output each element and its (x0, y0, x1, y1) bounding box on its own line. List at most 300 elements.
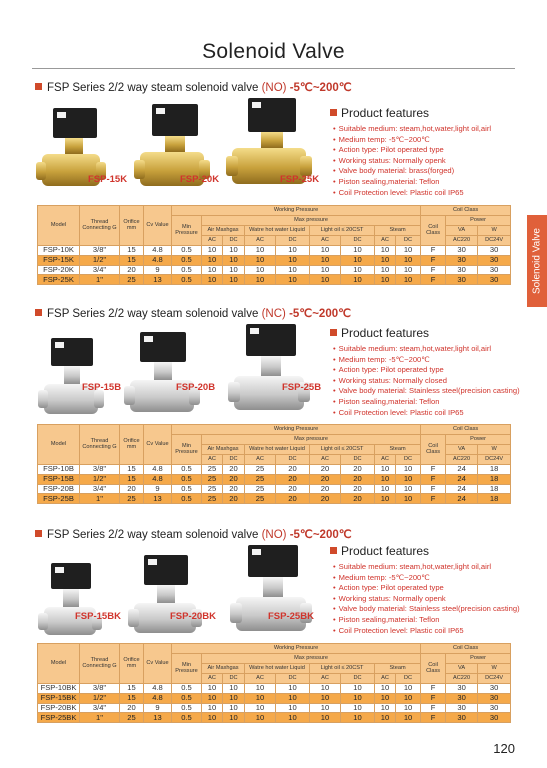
table-cell-air-dc: 20 (223, 474, 245, 484)
table-cell-air-dc: 10 (223, 713, 245, 723)
col-header-light-oil: Light oil ≤ 20CST (310, 664, 375, 674)
photo-label: FSP-15BK (75, 611, 121, 622)
table-cell-water-dc: 10 (276, 684, 310, 694)
col-header-power: Power (446, 435, 511, 445)
table-row (38, 713, 511, 723)
table-cell-w: 30 (478, 265, 511, 275)
section-heading (35, 80, 352, 94)
table-cell-cv: 4.8 (144, 684, 172, 694)
table-cell-min: 0.5 (172, 465, 202, 475)
table-cell-water-dc: 10 (276, 255, 310, 265)
table-cell-w: 18 (478, 465, 511, 475)
col-header-coil-class-group: Coil Class (421, 425, 511, 435)
col-header-ac220: AC220 (446, 674, 478, 684)
col-header-w: W (478, 226, 511, 236)
table-row (38, 275, 511, 285)
features-list (333, 562, 535, 636)
table-cell-min: 0.5 (172, 255, 202, 265)
table-cell-steam-dc: 10 (396, 494, 421, 504)
table-cell-air-ac: 10 (202, 275, 223, 285)
table-cell-cv: 4.8 (144, 255, 172, 265)
table-cell-oil-ac: 10 (310, 265, 341, 275)
photo-label: FSP-25K (280, 174, 320, 185)
feature-item: • Suitable medium: steam,hot,water,light oil,airl (333, 562, 535, 573)
table-cell-oil-ac: 20 (310, 494, 341, 504)
col-header-w: W (478, 445, 511, 455)
table-cell-thread: 3/4" (80, 703, 120, 713)
table-cell-cv: 13 (144, 713, 172, 723)
table-cell-thread: 1" (80, 275, 120, 285)
table-cell-va: 24 (446, 474, 478, 484)
table-cell-water-dc: 10 (276, 693, 310, 703)
bullet-square-icon (330, 329, 337, 336)
table-cell-orifice: 25 (120, 713, 144, 723)
table-cell-cv: 9 (144, 265, 172, 275)
table-cell-model: FSP-25K (38, 275, 80, 285)
table-cell-steam-dc: 10 (396, 465, 421, 475)
table-cell-va: 30 (446, 713, 478, 723)
table-cell-coil: F (421, 494, 446, 504)
col-header-model: Model (38, 644, 80, 684)
table-cell-w: 30 (478, 693, 511, 703)
table-cell-min: 0.5 (172, 474, 202, 484)
feature-item: • Valve body material: Stainless steel(precision casting) (333, 386, 535, 397)
table-cell-w: 18 (478, 494, 511, 504)
table-cell-va: 30 (446, 246, 478, 256)
feature-item: • Valve body material: brass(forged) (333, 166, 535, 177)
table-cell-steam-ac: 10 (375, 474, 396, 484)
col-header-orifice: Orifice mm (120, 206, 144, 246)
table-cell-air-dc: 10 (223, 684, 245, 694)
spec-table (37, 205, 511, 285)
col-header-min-pressure: Min Pressure (172, 654, 202, 684)
table-cell-steam-dc: 10 (396, 703, 421, 713)
table-cell-oil-dc: 10 (341, 684, 375, 694)
table-cell-air-dc: 10 (223, 275, 245, 285)
bullet-square-icon (35, 309, 42, 316)
col-header-ac220: AC220 (446, 455, 478, 465)
table-cell-steam-dc: 10 (396, 484, 421, 494)
table-cell-water-ac: 10 (245, 684, 276, 694)
table-cell-steam-ac: 10 (375, 265, 396, 275)
table-cell-orifice: 15 (120, 465, 144, 475)
table-cell-oil-dc: 10 (341, 265, 375, 275)
table-cell-model: FSP-15BK (38, 693, 80, 703)
photo-label: FSP-20BK (170, 611, 216, 622)
feature-item: • Coil Protection level: Plastic coil IP65 (333, 626, 535, 637)
table-cell-steam-ac: 10 (375, 684, 396, 694)
table-cell-model: FSP-25B (38, 494, 80, 504)
feature-item: • Working status: Normally openk (333, 594, 535, 605)
table-cell-w: 30 (478, 703, 511, 713)
table-cell-orifice: 15 (120, 474, 144, 484)
table-cell-oil-dc: 10 (341, 693, 375, 703)
table-cell-water-dc: 10 (276, 265, 310, 275)
table-cell-model: FSP-20B (38, 484, 80, 494)
col-header-dc: DC (341, 455, 375, 465)
section-heading (35, 527, 352, 541)
col-header-ac: AC (375, 455, 396, 465)
table-cell-cv: 13 (144, 494, 172, 504)
table-cell-steam-dc: 10 (396, 713, 421, 723)
table-cell-steam-dc: 10 (396, 684, 421, 694)
table-cell-water-ac: 25 (245, 484, 276, 494)
col-header-ac: AC (375, 236, 396, 246)
feature-item: • Action type: Pilot operated type (333, 583, 535, 594)
photo-label: FSP-20K (180, 174, 220, 185)
table-cell-orifice: 15 (120, 255, 144, 265)
table-cell-coil: F (421, 275, 446, 285)
table-cell-thread: 3/4" (80, 265, 120, 275)
col-header-dc24v: DC24V (478, 236, 511, 246)
table-cell-orifice: 20 (120, 265, 144, 275)
feature-item: • Working status: Normally closed (333, 376, 535, 387)
table-cell-va: 24 (446, 484, 478, 494)
valve-steel-icon (38, 563, 102, 641)
table-cell-air-ac: 25 (202, 494, 223, 504)
table-cell-steam-dc: 10 (396, 255, 421, 265)
page-number: 120 (493, 741, 515, 756)
table-row (38, 465, 511, 475)
col-header-ac: AC (310, 455, 341, 465)
product-photo (30, 98, 320, 198)
table-cell-va: 30 (446, 693, 478, 703)
table-cell-water-ac: 25 (245, 465, 276, 475)
col-header-water: Watre hot water Liquid (245, 445, 310, 455)
table-cell-steam-dc: 10 (396, 265, 421, 275)
spec-table (37, 643, 511, 723)
table-cell-water-ac: 25 (245, 494, 276, 504)
table-cell-oil-dc: 10 (341, 246, 375, 256)
col-header-thread: Thread Connecting G (80, 206, 120, 246)
table-cell-water-dc: 10 (276, 713, 310, 723)
valve-steel-icon (230, 545, 312, 641)
col-header-ac: AC (202, 455, 223, 465)
table-cell-min: 0.5 (172, 265, 202, 275)
col-header-dc: DC (276, 455, 310, 465)
features-list (333, 344, 535, 418)
photo-label: FSP-25BK (268, 611, 314, 622)
feature-item: • Action type: Pilot operated type (333, 365, 535, 376)
table-cell-model: FSP-15K (38, 255, 80, 265)
table-cell-model: FSP-10B (38, 465, 80, 475)
table-cell-oil-ac: 20 (310, 465, 341, 475)
table-cell-air-dc: 10 (223, 265, 245, 275)
table-cell-steam-dc: 10 (396, 275, 421, 285)
table-cell-thread: 1" (80, 713, 120, 723)
table-cell-va: 30 (446, 265, 478, 275)
col-header-dc: DC (396, 236, 421, 246)
table-cell-oil-ac: 20 (310, 474, 341, 484)
title-divider (32, 68, 515, 69)
table-cell-cv: 4.8 (144, 474, 172, 484)
feature-item: • Coil Protection level: Plastic coil IP65 (333, 188, 535, 199)
table-cell-air-ac: 25 (202, 474, 223, 484)
table-cell-va: 30 (446, 703, 478, 713)
table-cell-oil-ac: 10 (310, 246, 341, 256)
table-cell-min: 0.5 (172, 703, 202, 713)
col-header-model: Model (38, 206, 80, 246)
col-header-coil-class: Coil Class (421, 654, 446, 684)
table-cell-model: FSP-10K (38, 246, 80, 256)
table-cell-air-ac: 25 (202, 484, 223, 494)
product-features (330, 544, 535, 636)
table-cell-va: 30 (446, 255, 478, 265)
feature-item: • Medium temp: -5℃~200℃ (333, 573, 535, 584)
table-cell-water-ac: 10 (245, 255, 276, 265)
col-header-ac: AC (310, 674, 341, 684)
table-cell-water-dc: 10 (276, 246, 310, 256)
page-title: Solenoid Valve (202, 40, 345, 63)
col-header-thread: Thread Connecting G (80, 644, 120, 684)
table-cell-orifice: 15 (120, 684, 144, 694)
table-cell-air-ac: 10 (202, 255, 223, 265)
table-cell-steam-ac: 10 (375, 693, 396, 703)
table-cell-thread: 3/4" (80, 484, 120, 494)
table-cell-water-ac: 10 (245, 246, 276, 256)
table-cell-coil: F (421, 713, 446, 723)
heading-temp: -5℃~200℃ (289, 308, 352, 320)
table-cell-orifice: 15 (120, 246, 144, 256)
table-cell-orifice: 20 (120, 484, 144, 494)
table-cell-oil-ac: 10 (310, 693, 341, 703)
feature-item: • Piston sealing,material: Teflon (333, 177, 535, 188)
table-cell-air-ac: 10 (202, 693, 223, 703)
table-cell-coil: F (421, 255, 446, 265)
table-cell-oil-ac: 10 (310, 703, 341, 713)
table-cell-w: 30 (478, 684, 511, 694)
table-cell-oil-dc: 20 (341, 474, 375, 484)
table-cell-cv: 4.8 (144, 693, 172, 703)
feature-item: • Piston sealing,material: Teflon (333, 615, 535, 626)
col-header-dc24v: DC24V (478, 455, 511, 465)
heading-prefix: FSP Series 2/2 way steam solenoid valve (47, 82, 259, 94)
photo-label: FSP-20B (176, 382, 216, 393)
col-header-coil-class: Coil Class (421, 435, 446, 465)
table-cell-cv: 9 (144, 703, 172, 713)
table-cell-water-ac: 10 (245, 693, 276, 703)
table-row (38, 693, 511, 703)
table-cell-steam-ac: 10 (375, 275, 396, 285)
product-photo (30, 324, 322, 424)
table-cell-model: FSP-25BK (38, 713, 80, 723)
table-cell-water-dc: 20 (276, 465, 310, 475)
table-cell-oil-dc: 20 (341, 465, 375, 475)
table-cell-oil-dc: 20 (341, 494, 375, 504)
table-cell-steam-ac: 10 (375, 494, 396, 504)
table-cell-va: 24 (446, 465, 478, 475)
feature-item: • Suitable medium: steam,hot,water,light oil,airl (333, 124, 535, 135)
table-cell-min: 0.5 (172, 693, 202, 703)
col-header-steam: Steam (375, 445, 421, 455)
product-features (330, 326, 535, 418)
features-title: Product features (330, 544, 535, 558)
table-cell-water-dc: 20 (276, 494, 310, 504)
col-header-working-pressure: Working Pressure (172, 206, 421, 216)
table-cell-air-dc: 20 (223, 484, 245, 494)
col-header-dc: DC (341, 674, 375, 684)
table-cell-thread: 1/2" (80, 255, 120, 265)
table-cell-steam-ac: 10 (375, 255, 396, 265)
table-cell-air-dc: 10 (223, 246, 245, 256)
table-row (38, 684, 511, 694)
col-header-dc: DC (223, 236, 245, 246)
table-cell-orifice: 20 (120, 703, 144, 713)
table-row (38, 246, 511, 256)
table-cell-coil: F (421, 693, 446, 703)
col-header-dc: DC (341, 236, 375, 246)
col-header-dc: DC (276, 674, 310, 684)
table-row (38, 474, 511, 484)
table-cell-cv: 13 (144, 275, 172, 285)
table-cell-water-dc: 10 (276, 275, 310, 285)
col-header-max-pressure: Max pressure (202, 654, 421, 664)
table-cell-water-ac: 25 (245, 474, 276, 484)
table-cell-min: 0.5 (172, 494, 202, 504)
table-cell-air-dc: 10 (223, 703, 245, 713)
col-header-steam: Steam (375, 664, 421, 674)
col-header-ac220: AC220 (446, 236, 478, 246)
table-cell-air-ac: 10 (202, 265, 223, 275)
table-cell-oil-dc: 10 (341, 255, 375, 265)
col-header-va: VA (446, 664, 478, 674)
table-cell-water-ac: 10 (245, 275, 276, 285)
col-header-w: W (478, 664, 511, 674)
table-row (38, 255, 511, 265)
table-cell-oil-ac: 10 (310, 275, 341, 285)
col-header-working-pressure: Working Pressure (172, 425, 421, 435)
table-cell-thread: 1/2" (80, 693, 120, 703)
col-header-coil-class: Coil Class (421, 216, 446, 246)
col-header-power: Power (446, 654, 511, 664)
feature-item: • Action type: Pilot operated type (333, 145, 535, 156)
col-header-va: VA (446, 226, 478, 236)
feature-item: • Working status: Normally openk (333, 156, 535, 167)
table-cell-water-dc: 10 (276, 703, 310, 713)
table-cell-oil-ac: 10 (310, 684, 341, 694)
table-row (38, 484, 511, 494)
heading-type: (NO) (261, 82, 287, 94)
table-cell-min: 0.5 (172, 246, 202, 256)
bullet-square-icon (35, 83, 42, 90)
table-cell-steam-ac: 10 (375, 465, 396, 475)
heading-temp: -5℃~200℃ (289, 529, 352, 541)
table-cell-air-dc: 10 (223, 255, 245, 265)
table-cell-min: 0.5 (172, 484, 202, 494)
table-cell-orifice: 25 (120, 275, 144, 285)
feature-item: • Medium temp: -5℃~200℃ (333, 355, 535, 366)
col-header-ac: AC (310, 236, 341, 246)
col-header-water: Watre hot water Liquid (245, 664, 310, 674)
table-cell-oil-ac: 10 (310, 255, 341, 265)
heading-type: (NO) (261, 529, 287, 541)
table-cell-steam-ac: 10 (375, 246, 396, 256)
table-cell-air-ac: 10 (202, 684, 223, 694)
col-header-ac: AC (245, 236, 276, 246)
table-cell-air-ac: 10 (202, 713, 223, 723)
col-header-coil-class-group: Coil Class (421, 206, 511, 216)
col-header-air: Air Maxhgas (202, 664, 245, 674)
col-header-orifice: Orifice mm (120, 644, 144, 684)
col-header-max-pressure: Max pressure (202, 216, 421, 226)
table-cell-cv: 4.8 (144, 465, 172, 475)
photo-label: FSP-15K (88, 174, 128, 185)
table-cell-coil: F (421, 684, 446, 694)
table-cell-thread: 1" (80, 494, 120, 504)
table-cell-water-ac: 10 (245, 703, 276, 713)
table-cell-coil: F (421, 265, 446, 275)
table-cell-orifice: 15 (120, 693, 144, 703)
col-header-water: Watre hot water Liquid (245, 226, 310, 236)
table-cell-model: FSP-20BK (38, 703, 80, 713)
side-tab (527, 215, 547, 307)
table-cell-steam-dc: 10 (396, 246, 421, 256)
table-cell-cv: 9 (144, 484, 172, 494)
table-cell-steam-ac: 10 (375, 703, 396, 713)
table-cell-oil-dc: 10 (341, 713, 375, 723)
table-cell-air-dc: 10 (223, 693, 245, 703)
valve-steel-icon (228, 324, 310, 420)
table-cell-oil-dc: 20 (341, 484, 375, 494)
col-header-ac: AC (375, 674, 396, 684)
valve-steel-icon (124, 332, 200, 420)
table-cell-air-ac: 10 (202, 246, 223, 256)
feature-item: • Medium temp: -5℃~200℃ (333, 135, 535, 146)
table-cell-w: 30 (478, 246, 511, 256)
table-cell-oil-ac: 20 (310, 484, 341, 494)
photo-label: FSP-15B (82, 382, 122, 393)
feature-item: • Suitable medium: steam,hot,water,light oil,airl (333, 344, 535, 355)
col-header-dc24v: DC24V (478, 674, 511, 684)
table-cell-min: 0.5 (172, 713, 202, 723)
table-cell-water-dc: 20 (276, 474, 310, 484)
table-cell-thread: 3/8" (80, 246, 120, 256)
table-cell-coil: F (421, 703, 446, 713)
valve-steel-icon (38, 338, 104, 420)
table-cell-air-ac: 10 (202, 703, 223, 713)
bullet-square-icon (35, 530, 42, 537)
col-header-working-pressure: Working Pressure (172, 644, 421, 654)
table-cell-coil: F (421, 246, 446, 256)
col-header-dc: DC (223, 674, 245, 684)
table-cell-cv: 4.8 (144, 246, 172, 256)
table-row (38, 703, 511, 713)
photo-label: FSP-25B (282, 382, 322, 393)
table-cell-model: FSP-15B (38, 474, 80, 484)
table-cell-va: 24 (446, 494, 478, 504)
col-header-coil-class-group: Coil Class (421, 644, 511, 654)
bullet-square-icon (330, 109, 337, 116)
table-row (38, 494, 511, 504)
feature-item: • Valve body material: Stainless steel(precision casting) (333, 604, 535, 615)
col-header-air: Air Maxhgas (202, 226, 245, 236)
table-cell-w: 30 (478, 255, 511, 265)
col-header-min-pressure: Min Pressure (172, 216, 202, 246)
table-cell-air-dc: 20 (223, 494, 245, 504)
col-header-model: Model (38, 425, 80, 465)
col-header-orifice: Orifice mm (120, 425, 144, 465)
table-cell-thread: 3/8" (80, 684, 120, 694)
col-header-ac: AC (245, 674, 276, 684)
table-cell-oil-dc: 10 (341, 703, 375, 713)
col-header-cv: Cv Value (144, 206, 172, 246)
table-cell-w: 30 (478, 275, 511, 285)
table-cell-coil: F (421, 484, 446, 494)
table-cell-min: 0.5 (172, 684, 202, 694)
col-header-thread: Thread Connecting G (80, 425, 120, 465)
table-cell-steam-ac: 10 (375, 484, 396, 494)
table-cell-water-dc: 20 (276, 484, 310, 494)
